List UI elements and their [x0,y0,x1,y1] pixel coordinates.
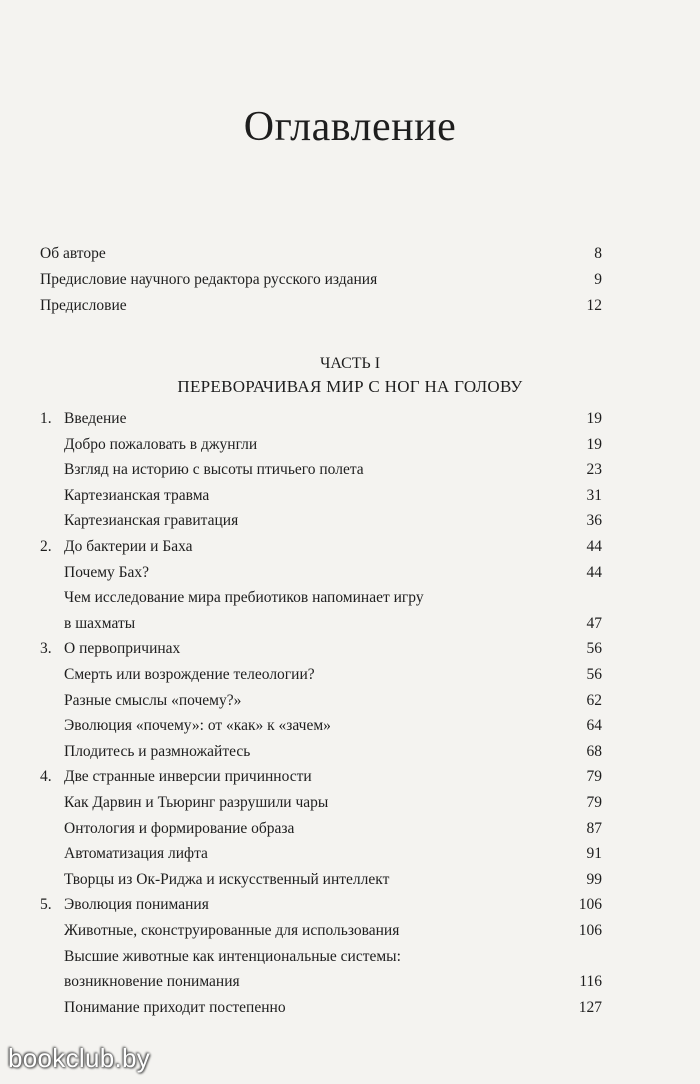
entry-title: Об авторе [40,245,106,262]
page-number: 31 [586,486,602,504]
entry-title: Автоматизация лифта [64,845,208,863]
part-label: ЧАСТЬ I [319,355,381,372]
entry-title: Предисловие научного редактора русского издания [40,271,378,288]
entry-title: Онтология и формирование образа [64,819,295,837]
page-number: 8 [594,245,602,262]
entry-title: Почему Бах? [64,563,150,581]
page-number: 19 [586,410,602,427]
page-title: Оглавление [243,104,457,150]
entry-title: Смерть или возрождение телеологии? [64,666,315,683]
entry-title: Введение [64,410,127,427]
page-number: 44 [586,563,602,581]
part-title: ПЕРЕВОРАЧИВАЯ МИР С НОГ НА ГОЛОВУ [177,377,523,396]
page-number: 79 [586,794,602,811]
chapter-number: 2. [40,538,52,555]
entry-title: О первопричинах [64,640,181,658]
entry-title: Понимание приходит постепенно [64,998,286,1016]
entry-title: Предисловие [40,297,127,314]
page-number: 106 [578,896,602,914]
entry-title: Высшие животные как интенциональные системы: [64,947,401,965]
entry-title: Разные смыслы «почему?» [64,691,242,709]
page-number: 19 [586,435,602,453]
entry-title: Добро пожаловать в джунгли [64,435,258,453]
entry-title: Эволюция «почему»: от «как» к «зачем» [64,717,331,735]
page-number: 106 [578,922,602,939]
entry-title: Как Дарвин и Тьюринг разрушили чары [64,794,329,811]
page-number: 99 [586,870,602,888]
entry-title: Творцы из Ок-Риджа и искусственный интеллект [64,870,390,888]
entry-title: Взгляд на историю с высоты птичьего полета [64,461,364,479]
page-number: 64 [586,717,602,735]
entry-title: Животные, сконструированные для использования [64,922,400,939]
entry-title: Плодитесь и размножайтесь [64,742,251,760]
page-number: 36 [586,512,602,530]
chapter-number: 3. [40,640,52,658]
page-number: 116 [579,973,602,991]
entry-title: Картезианская гравитация [64,512,239,530]
chapter-number: 4. [40,768,52,786]
page-number: 23 [586,461,602,479]
page-number: 47 [586,614,602,632]
page-number: 127 [578,998,602,1016]
page-number: 44 [586,538,602,555]
page-number: 68 [586,742,602,760]
watermark: bookclub.by [8,1043,151,1073]
chapter-number: 5. [40,896,52,914]
page-number: 62 [586,691,602,709]
entry-title: в шахматы [64,614,136,632]
page-number: 12 [586,297,602,314]
entry-title: Эволюция понимания [64,896,209,914]
page-number: 79 [586,768,602,786]
entry-title: Картезианская травма [64,486,210,504]
entry-title: Две странные инверсии причинности [64,768,312,786]
page-number: 56 [586,666,602,683]
entry-title: До бактерии и Баха [64,538,193,555]
chapter-number: 1. [40,410,52,427]
entry-title: Чем исследование мира пребиотиков напоминает игру [64,589,424,607]
page-number: 56 [586,640,602,658]
page-number: 9 [594,271,602,288]
entry-title: возникновение понимания [64,973,240,991]
page-number: 91 [586,845,602,863]
page-number: 87 [586,819,602,837]
